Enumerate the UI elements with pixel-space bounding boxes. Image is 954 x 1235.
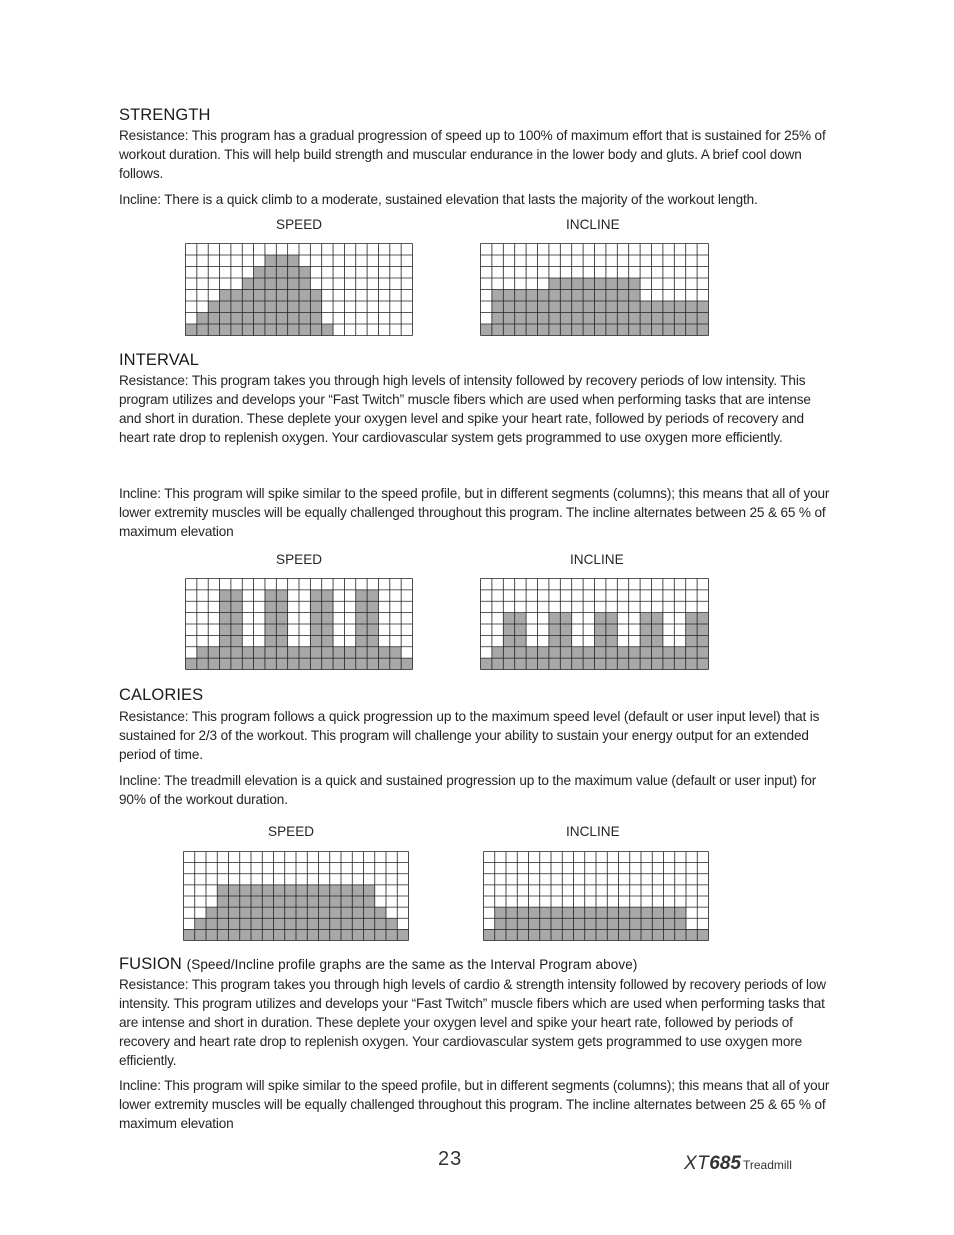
profile-column bbox=[310, 590, 321, 670]
profile-column bbox=[352, 885, 363, 941]
profile-column bbox=[560, 613, 571, 670]
profile-grid-svg bbox=[185, 578, 413, 670]
profile-column bbox=[607, 907, 618, 940]
profile-column bbox=[288, 255, 299, 336]
strength-incline-graph bbox=[480, 243, 709, 341]
profile-column bbox=[640, 301, 651, 336]
profile-grid-svg bbox=[480, 243, 709, 336]
profile-column bbox=[231, 590, 242, 670]
profile-column bbox=[186, 658, 197, 669]
profile-column bbox=[686, 929, 697, 940]
profile-column bbox=[515, 613, 526, 670]
profile-column bbox=[572, 278, 583, 336]
profile-column bbox=[240, 885, 251, 941]
profile-column bbox=[397, 929, 408, 940]
profile-column bbox=[229, 885, 240, 941]
profile-column bbox=[652, 301, 663, 336]
brand-product: Treadmill bbox=[742, 1158, 792, 1172]
interval-speed-graph bbox=[185, 578, 413, 675]
profile-column bbox=[652, 613, 663, 670]
profile-column bbox=[220, 590, 231, 670]
profile-column bbox=[322, 590, 333, 670]
calories-speed-graph bbox=[183, 851, 409, 946]
calories-speed-label: SPEED bbox=[268, 824, 315, 839]
profile-column bbox=[549, 278, 560, 336]
profile-column bbox=[276, 590, 287, 670]
brand-xt: XT bbox=[684, 1153, 710, 1174]
interval-incline-text: Incline: This program will spike similar to the speed profile, but in different segments (columns); this means that all of your lower extremity muscles will be equally challenged throughout this program. The incline alternates between 25 & 65 % of maximum elevation bbox=[119, 486, 830, 539]
profile-column bbox=[184, 929, 195, 940]
profile-column bbox=[206, 907, 217, 940]
profile-column bbox=[481, 658, 492, 669]
strength-speed-label: SPEED bbox=[276, 217, 323, 232]
profile-column bbox=[307, 885, 318, 941]
profile-column bbox=[562, 907, 573, 940]
brand-model: 685 bbox=[709, 1153, 741, 1174]
profile-column bbox=[322, 324, 333, 336]
profile-column bbox=[606, 613, 617, 670]
profile-column bbox=[319, 885, 330, 941]
profile-column bbox=[663, 301, 674, 336]
strength-speed-graph bbox=[185, 243, 413, 341]
profile-column bbox=[641, 907, 652, 940]
profile-column bbox=[697, 613, 708, 670]
fusion-title: FUSION bbox=[119, 955, 182, 973]
profile-column bbox=[356, 590, 367, 670]
profile-column bbox=[401, 658, 412, 669]
calories-incline-label: INCLINE bbox=[566, 824, 620, 839]
profile-column bbox=[652, 907, 663, 940]
profile-column bbox=[583, 278, 594, 336]
profile-column bbox=[686, 301, 697, 336]
profile-column bbox=[664, 907, 675, 940]
profile-column bbox=[341, 885, 352, 941]
profile-column bbox=[617, 278, 628, 336]
profile-column bbox=[285, 885, 296, 941]
profile-column bbox=[186, 324, 197, 336]
profile-column bbox=[629, 278, 640, 336]
profile-column bbox=[484, 929, 495, 940]
calories-incline-text: Incline: The treadmill elevation is a quick and sustained progression up to the maximum value (default or user input) for 90% of the workout duration. bbox=[119, 773, 817, 807]
calories-incline-graph bbox=[483, 851, 709, 946]
interval-incline-label: INCLINE bbox=[570, 552, 624, 567]
interval-resistance-text: Resistance: This program takes you through high levels of intensity followed by recovery periods of low intensity. This program utilizes and develops your “Fast Twitch” muscle fibers which are used when performing tasks that are intense and short in duration. These deplete your oxygen level and spike your heart rate, followed by periods of recovery and heart rate drop to replenish oxygen. Your cardiovascular system gets programmed to use oxygen more efficiently. bbox=[119, 373, 811, 445]
strength-incline-text: Incline: There is a quick climb to a moderate, sustained elevation that lasts the majority of the workout length. bbox=[119, 192, 758, 207]
profile-column bbox=[585, 907, 596, 940]
strength-title: STRENGTH bbox=[119, 106, 211, 124]
profile-column bbox=[503, 613, 514, 670]
interval-speed-label: SPEED bbox=[276, 552, 323, 567]
profile-column bbox=[529, 907, 540, 940]
profile-column bbox=[217, 885, 228, 941]
profile-column bbox=[242, 278, 253, 336]
profile-column bbox=[265, 590, 276, 670]
calories-resistance-text: Resistance: This program follows a quick progression up to the maximum speed level (default or user input level) that is sustained for 2/3 of the workout. This program will challenge your ability to sustain your energy output for an extended period of time. bbox=[119, 709, 820, 762]
profile-column bbox=[697, 301, 708, 336]
profile-column bbox=[367, 590, 378, 670]
profile-column bbox=[274, 885, 285, 941]
profile-column bbox=[630, 907, 641, 940]
profile-column bbox=[674, 301, 685, 336]
profile-column bbox=[640, 613, 651, 670]
profile-column bbox=[262, 885, 273, 941]
profile-column bbox=[686, 613, 697, 670]
brand-logo bbox=[684, 1153, 792, 1175]
profile-column bbox=[540, 907, 551, 940]
profile-column bbox=[675, 907, 686, 940]
profile-column bbox=[375, 907, 386, 940]
profile-column bbox=[330, 885, 341, 941]
profile-grid-svg bbox=[483, 851, 709, 941]
profile-column bbox=[265, 255, 276, 336]
profile-grid-svg bbox=[183, 851, 409, 941]
fusion-incline-text: Incline: This program will spike similar to the speed profile, but in different segments (columns); this means that all of your lower extremity muscles will be equally challenged throughout this program. The incline alternates between 25 & 65 % of maximum elevation bbox=[119, 1078, 830, 1131]
fusion-heading bbox=[119, 955, 637, 974]
fusion-note: (Speed/Incline profile graphs are the same as the Interval Program above) bbox=[186, 957, 638, 972]
calories-title: CALORIES bbox=[119, 686, 204, 704]
profile-column bbox=[517, 907, 528, 940]
profile-column bbox=[595, 613, 606, 670]
profile-column bbox=[697, 929, 708, 940]
profile-column bbox=[574, 907, 585, 940]
profile-column bbox=[296, 885, 307, 941]
page-number: 23 bbox=[438, 1148, 463, 1170]
profile-column bbox=[551, 907, 562, 940]
profile-column bbox=[596, 907, 607, 940]
profile-column bbox=[364, 885, 375, 941]
profile-column bbox=[549, 613, 560, 670]
profile-column bbox=[208, 301, 219, 336]
profile-column bbox=[251, 885, 262, 941]
profile-column bbox=[606, 278, 617, 336]
strength-resistance-text: Resistance: This program has a gradual progression of speed up to 100% of maximum effort that is sustained for 25% of workout duration. This will help build strength and muscular endurance in the lower body and gluts. A brief cool down follows. bbox=[119, 128, 826, 181]
profile-column bbox=[619, 907, 630, 940]
profile-column bbox=[495, 907, 506, 940]
profile-grid-svg bbox=[185, 243, 413, 336]
profile-column bbox=[595, 278, 606, 336]
interval-title: INTERVAL bbox=[119, 351, 199, 369]
profile-column bbox=[481, 324, 492, 336]
profile-column bbox=[560, 278, 571, 336]
profile-column bbox=[506, 907, 517, 940]
fusion-resistance-text: Resistance: This program takes you through high levels of cardio & strength intensity followed by recovery periods of low intensity. This program utilizes and develops your “Fast Twitch” muscle fibers which are used when performing tasks that are intense and short in duration. These deplete your oxygen level and spike your heart rate, followed by periods of recovery and heart rate drop to replenish oxygen. Your cardiovascular system gets programmed to use oxygen more efficiently. bbox=[119, 977, 826, 1068]
profile-grid-svg bbox=[480, 578, 709, 670]
profile-column bbox=[276, 255, 287, 336]
strength-incline-label: INCLINE bbox=[566, 217, 620, 232]
interval-incline-graph bbox=[480, 578, 709, 675]
